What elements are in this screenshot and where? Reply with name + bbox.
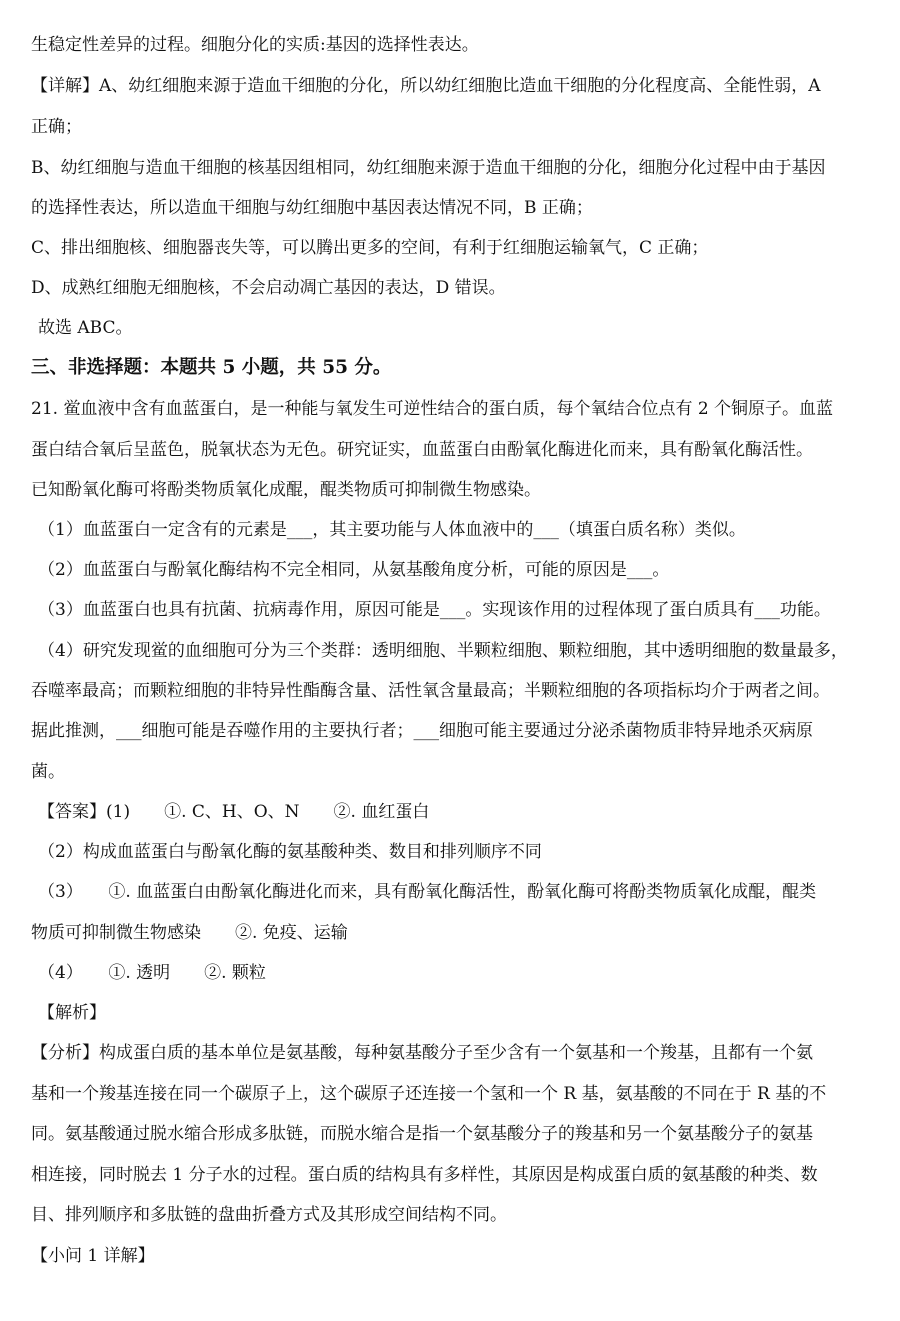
answer-line: （3） ①. 血蓝蛋白由酚氧化酶进化而来，具有酚氧化酶活性，酚氧化酶可将酚类物质氧化成醌，醌类	[38, 882, 817, 902]
answer-line: 物质可抑制微生物感染 ②. 免疫、运输	[31, 923, 348, 943]
question-text: 菌。	[31, 762, 65, 782]
sub-question: （2）血蓝蛋白与酚氧化酶结构不完全相同，从氨基酸角度分析，可能的原因是___。	[38, 560, 670, 580]
text-line: 故选 ABC。	[38, 318, 133, 338]
section-heading: 三、非选择题：本题共 5 小题，共 55 分。	[31, 357, 392, 378]
answer-line: （2）构成血蓝蛋白与酚氧化酶的氨基酸种类、数目和排列顺序不同	[38, 842, 542, 862]
sub-question: （1）血蓝蛋白一定含有的元素是___，其主要功能与人体血液中的___（填蛋白质名称）类似。	[38, 520, 746, 540]
sub-question: （4）研究发现鲎的血细胞可分为三个类群：透明细胞、半颗粒细胞、颗粒细胞，其中透明细胞的数量最多，	[38, 641, 848, 661]
analysis-text: 同。氨基酸通过脱水缩合形成多肽链，而脱水缩合是指一个氨基酸分子的羧基和另一个氨基酸分子的氨基	[31, 1124, 813, 1144]
analysis-text: 相连接，同时脱去 1 分子水的过程。蛋白质的结构具有多样性，其原因是构成蛋白质的氨基酸的种类、数	[31, 1165, 818, 1185]
text-line: 【详解】A、幼红细胞来源于造血干细胞的分化，所以幼红细胞比造血干细胞的分化程度高、全能性弱，A	[31, 76, 821, 96]
text-line: D、成熟红细胞无细胞核，不会启动凋亡基因的表达，D 错误。	[31, 278, 506, 298]
section-label: 【解析】	[38, 1003, 106, 1023]
analysis-text: 基和一个羧基连接在同一个碳原子上，这个碳原子还连接一个氢和一个 R 基，氨基酸的不同在于 R 基的不	[31, 1084, 827, 1104]
section-label: 【小问 1 详解】	[31, 1246, 155, 1266]
sub-question: （3）血蓝蛋白也具有抗菌、抗病毒作用，原因可能是___。实现该作用的过程体现了蛋白质具有___功能。	[38, 600, 831, 620]
question-text: 已知酚氧化酶可将酚类物质氧化成醌，醌类物质可抑制微生物感染。	[31, 480, 541, 500]
text-line: 生稳定性差异的过程。细胞分化的实质:基因的选择性表达。	[31, 35, 479, 55]
question-text: 吞噬率最高；而颗粒细胞的非特异性酯酶含量、活性氧含量最高；半颗粒细胞的各项指标均介于两者之间。	[31, 681, 830, 701]
analysis-text: 目、排列顺序和多肽链的盘曲折叠方式及其形成空间结构不同。	[31, 1205, 507, 1225]
question-text: 据此推测，___细胞可能是吞噬作用的主要执行者；___细胞可能主要通过分泌杀菌物质非特异地杀灭病原	[31, 721, 813, 741]
analysis-text: 【分析】构成蛋白质的基本单位是氨基酸，每种氨基酸分子至少含有一个氨基和一个羧基，且都有一个氨	[31, 1043, 813, 1063]
question-text: 21. 鲎血液中含有血蓝蛋白，是一种能与氧发生可逆性结合的蛋白质，每个氧结合位点有 2 个铜原子。血蓝	[31, 399, 834, 419]
answer-line: 【答案】(1) ①. C、H、O、N ②. 血红蛋白	[38, 802, 430, 822]
question-text: 蛋白结合氧后呈蓝色，脱氧状态为无色。研究证实，血蓝蛋白由酚氧化酶进化而来，具有酚氧化酶活性。	[31, 440, 813, 460]
text-line: B、幼红细胞与造血干细胞的核基因组相同，幼红细胞来源于造血干细胞的分化，细胞分化过程中由于基因	[31, 158, 826, 178]
answer-line: （4） ①. 透明 ②. 颗粒	[38, 963, 266, 983]
text-line: 的选择性表达，所以造血干细胞与幼红细胞中基因表达情况不同，B 正确；	[31, 198, 593, 218]
text-line: 正确；	[31, 117, 82, 137]
text-line: C、排出细胞核、细胞器丧失等，可以腾出更多的空间，有利于红细胞运输氧气，C 正确；	[31, 238, 709, 258]
